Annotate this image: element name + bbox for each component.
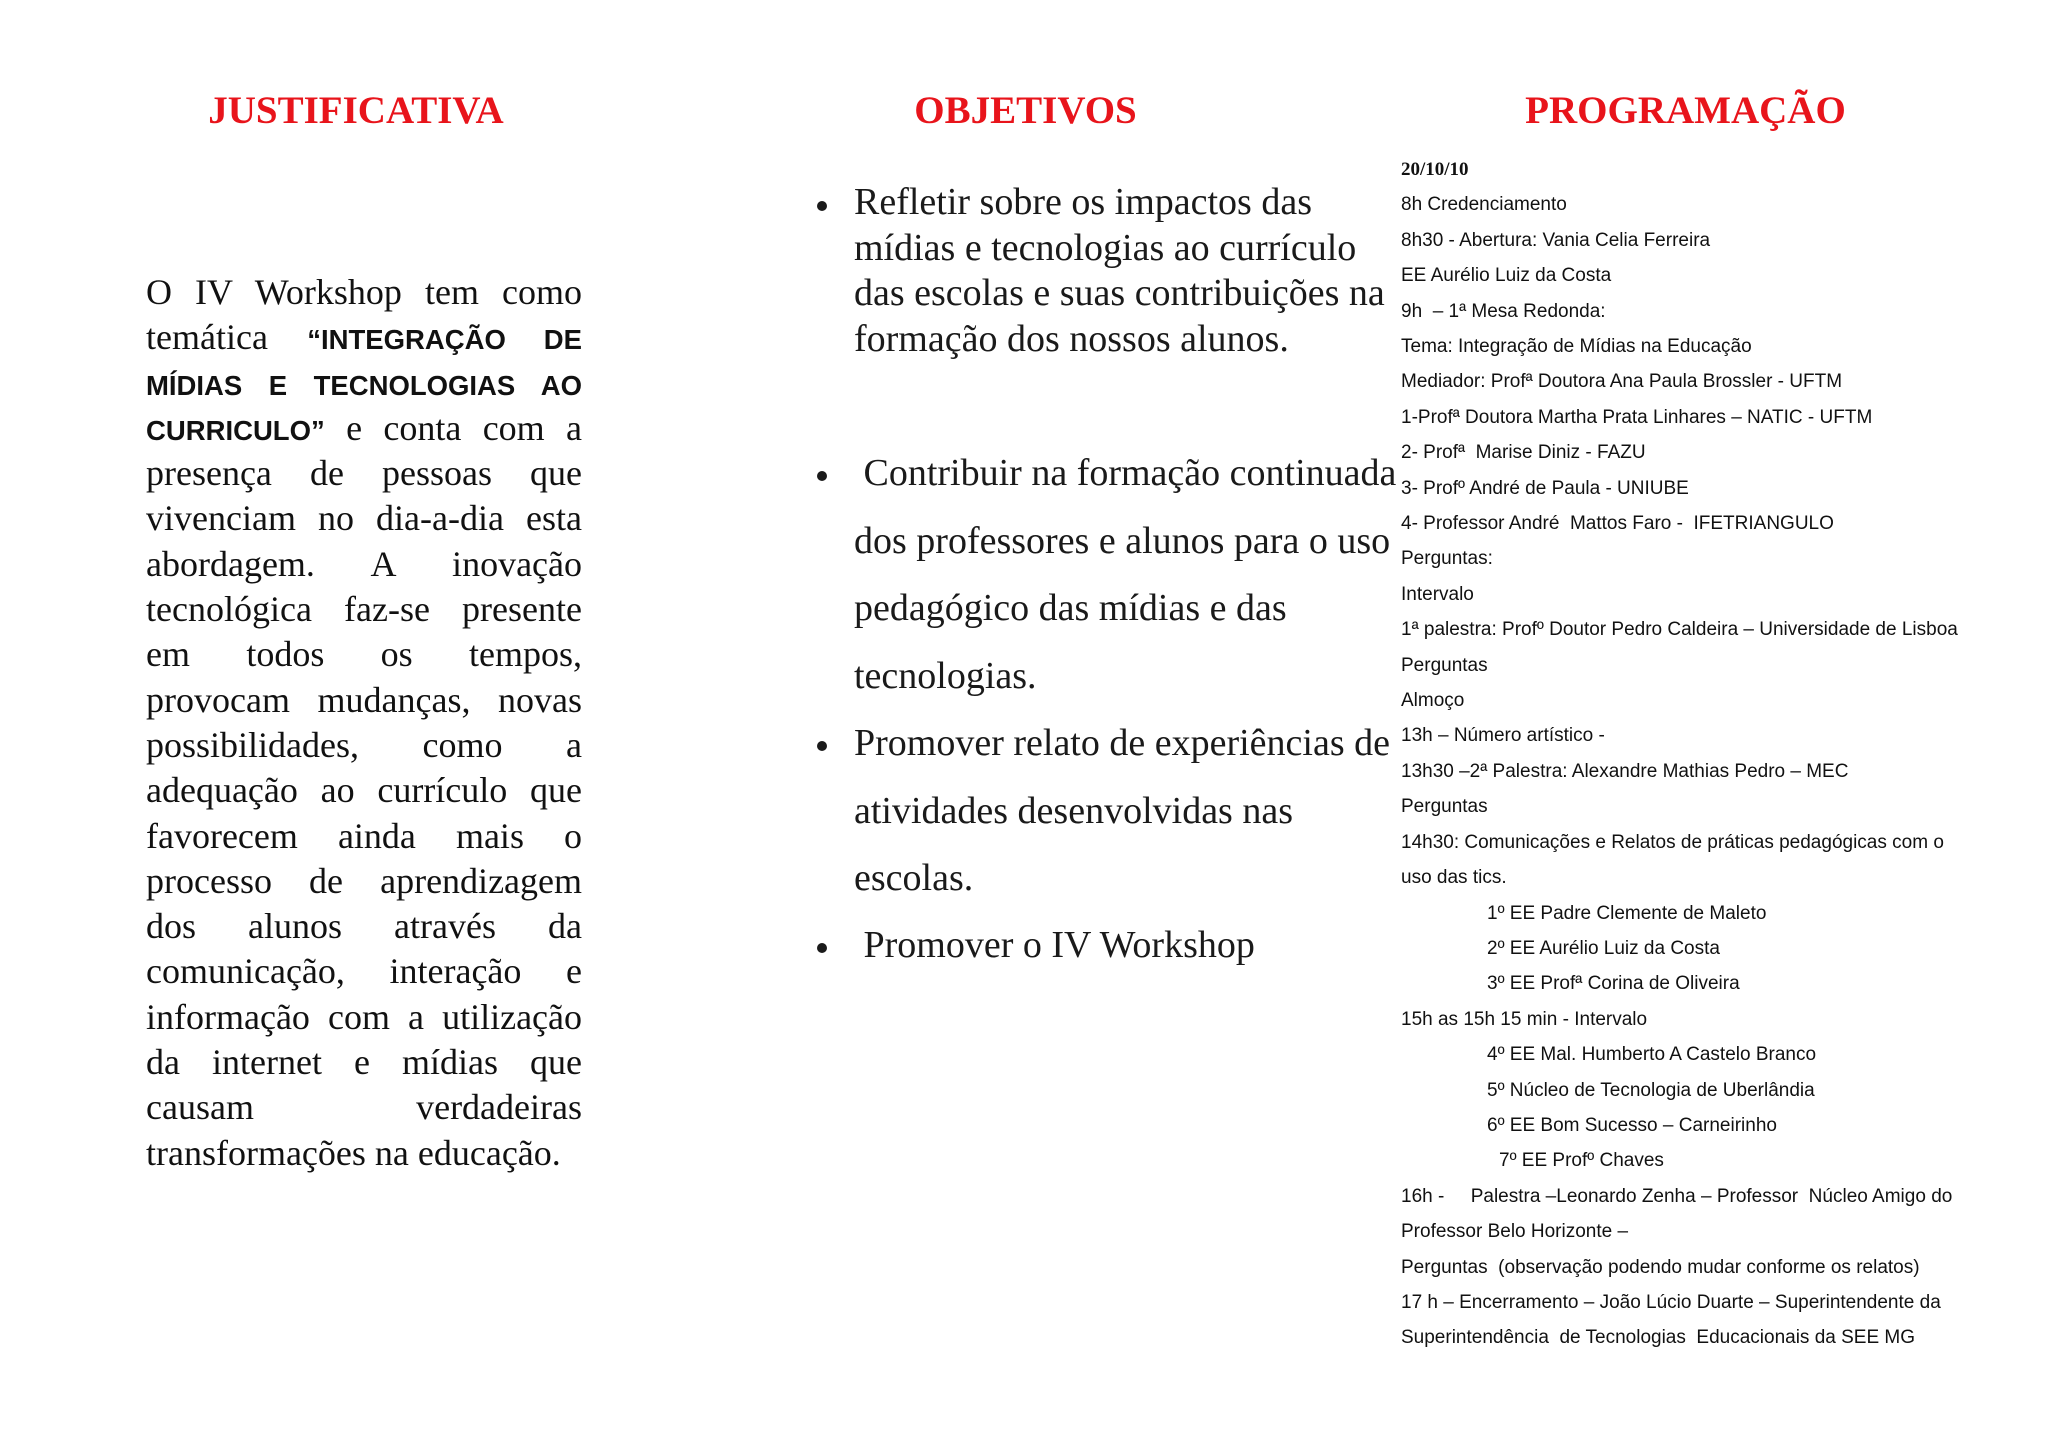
bullet-icon — [817, 201, 827, 211]
schedule-line: Tema: Integração de Mídias na Educação — [1401, 336, 1752, 358]
programacao-heading: PROGRAMAÇÃO — [1525, 89, 1846, 132]
schedule-line: 4- Professor André Mattos Faro - IFETRIANGULO — [1401, 513, 1834, 535]
schedule-line: 4º EE Mal. Humberto A Castelo Branco — [1487, 1044, 1817, 1066]
schedule-line: Intervalo — [1401, 583, 1474, 605]
objetivos-heading: OBJETIVOS — [914, 89, 1137, 132]
objetivo-text: Promover relato de experiências de atividades desenvolvidas nas escolas. — [854, 722, 1390, 899]
workshop-theme: “INTEGRAÇÃO DE MÍDIAS E TECNOLOGIAS AO CURRICULO” — [146, 324, 582, 446]
schedule-line: 8h Credenciamento — [1401, 194, 1567, 216]
justificativa-text — [146, 270, 582, 1176]
schedule-line: 7º EE Profº Chaves — [1499, 1150, 1664, 1172]
schedule-line: 9h – 1ª Mesa Redonda: — [1401, 300, 1606, 322]
objetivo-item — [854, 440, 1404, 710]
programacao-schedule — [1401, 152, 2041, 1356]
schedule-line: Perguntas — [1401, 796, 1488, 818]
schedule-line: uso das tics. — [1401, 867, 1507, 889]
schedule-line: Professor Belo Horizonte – — [1401, 1221, 1629, 1243]
objetivo-item — [854, 180, 1404, 362]
schedule-line: 8h30 - Abertura: Vania Celia Ferreira — [1401, 229, 1711, 251]
schedule-line: 17 h – Encerramento – João Lúcio Duarte – Superintendente da — [1401, 1291, 1941, 1313]
schedule-line: Almoço — [1401, 690, 1465, 712]
schedule-line: 2º EE Aurélio Luiz da Costa — [1487, 937, 1720, 959]
objetivo-item — [854, 912, 1404, 980]
schedule-line: 15h as 15h 15 min - Intervalo — [1401, 1008, 1648, 1030]
schedule-line: 5º Núcleo de Tecnologia de Uberlândia — [1487, 1079, 1815, 1101]
schedule-line: 16h - Palestra –Leonardo Zenha – Professor Núcleo Amigo do — [1401, 1185, 1953, 1207]
justificativa-column — [0, 0, 680, 1447]
schedule-line: 3- Profº André de Paula - UNIUBE — [1401, 477, 1689, 499]
bullet-icon — [817, 943, 827, 953]
schedule-line: 13h30 –2ª Palestra: Alexandre Mathias Pedro – MEC — [1401, 760, 1849, 782]
schedule-line: 6º EE Bom Sucesso – Carneirinho — [1487, 1114, 1777, 1136]
schedule-line: 1ª palestra: Profº Doutor Pedro Caldeira – Universidade de Lisboa — [1401, 619, 1958, 641]
objetivos-column — [680, 0, 1406, 1447]
schedule-line: Superintendência de Tecnologias Educacionais da SEE MG — [1401, 1327, 1916, 1349]
objetivo-item — [854, 710, 1404, 913]
schedule-line: Perguntas — [1401, 654, 1488, 676]
schedule-line: Perguntas (observação podendo mudar conforme os relatos) — [1401, 1256, 1920, 1278]
objetivo-text: Refletir sobre os impactos das mídias e tecnologias ao currículo das escolas e suas contribuições na formação dos nossos alunos. — [854, 181, 1385, 360]
schedule-line: Mediador: Profª Doutora Ana Paula Brossler - UFTM — [1401, 371, 1843, 393]
schedule-line: Perguntas: — [1401, 548, 1493, 570]
justificativa-heading: JUSTIFICATIVA — [208, 89, 504, 132]
schedule-line: 1º EE Padre Clemente de Maleto — [1487, 902, 1767, 924]
justificativa-text-after: e conta com a presença de pessoas que vivenciam no dia-a-dia esta abordagem. A inovação tecnológica faz-se presente em todos os tempos, provocam mudanças, novas possibilidades, como a adequação ao currículo que favorecem ainda mais o processo de aprendizagem dos alunos através da comunicação, interação e informação com a utilização da internet e mídias que causam verdadeiras transformações na educação. — [146, 407, 582, 1173]
objetivo-text: Contribuir na formação continuada dos professores e alunos para o uso pedagógico das mídias e das tecnologias. — [854, 452, 1406, 697]
schedule-line: 2- Profª Marise Diniz - FAZU — [1401, 442, 1646, 464]
schedule-line: 3º EE Profª Corina de Oliveira — [1487, 973, 1740, 995]
schedule-line: 13h – Número artístico - — [1401, 725, 1605, 747]
justificativa-text-before: O IV Workshop tem como temática — [146, 272, 582, 358]
schedule-line: 1-Profª Doutora Martha Prata Linhares – NATIC - UFTM — [1401, 406, 1873, 428]
objetivo-text: Promover o IV Workshop — [854, 924, 1255, 966]
schedule-line: EE Aurélio Luiz da Costa — [1401, 265, 1612, 287]
bullet-icon — [817, 741, 827, 751]
event-date: 20/10/10 — [1401, 159, 1469, 180]
programacao-column — [1360, 0, 2048, 1447]
bullet-icon — [817, 471, 827, 481]
schedule-line: 14h30: Comunicações e Relatos de práticas pedagógicas com o — [1401, 831, 1944, 853]
